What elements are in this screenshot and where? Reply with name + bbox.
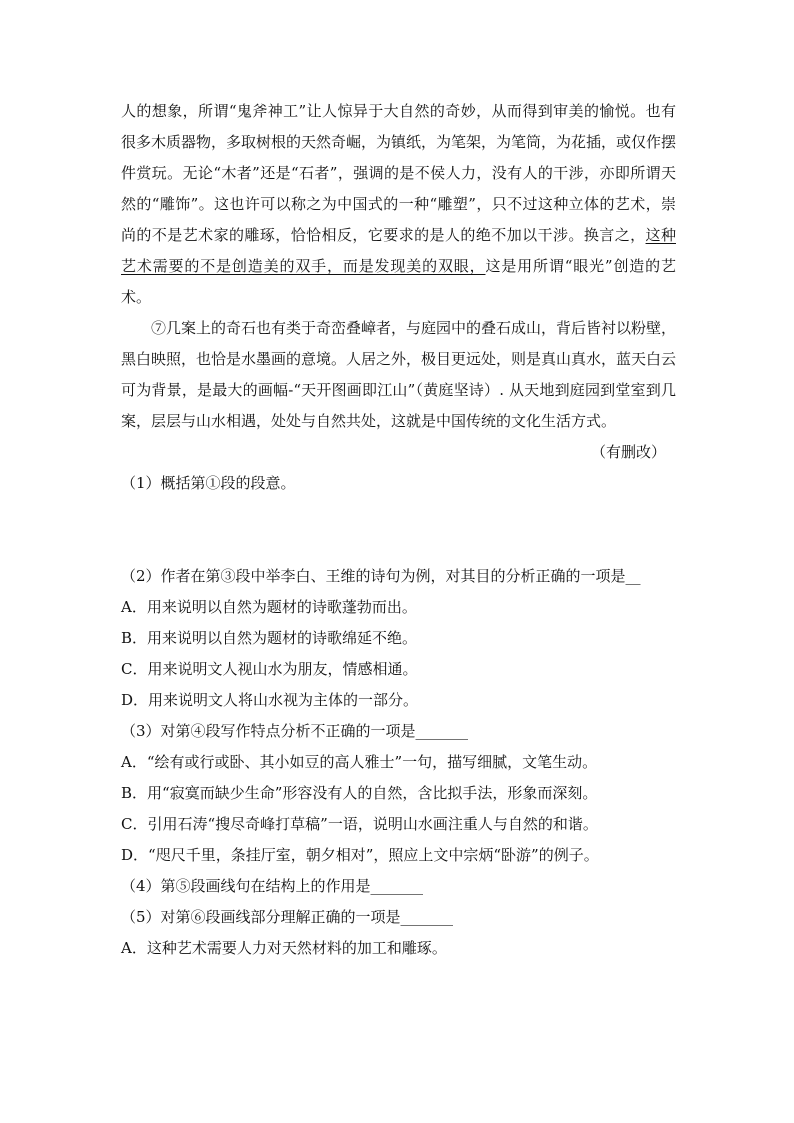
question-2-option-a: A．用来说明以自然为题材的诗歌蓬勃而出。 bbox=[121, 598, 417, 616]
question-2-option-c: C．用来说明文人视山水为朋友，情感相通。 bbox=[121, 660, 418, 678]
question-3: （3）对第④段写作特点分析不正确的一项是_______ bbox=[121, 722, 469, 740]
question-1: （1）概括第①段的段意。 bbox=[121, 474, 296, 492]
question-5: （5）对第⑥段画线部分理解正确的一项是_______ bbox=[121, 908, 454, 926]
question-3-option-c: C．引用石涛“搜尽奇峰打草稿”一语，说明山水画注重人与自然的和谐。 bbox=[121, 815, 598, 833]
paragraph-6-text-start: 人的想象，所谓“鬼斧神工”让人惊异于大自然的奇妙，从而得到审美的愉悦。也有很多木质器物，多取树根的天然奇崛，为镇纸，为笔架，为笔筒，为花插，或仅作摆件赏玩。无论“木者”还是“石者”，强调的是不侯人力，没有人的干涉，亦即所谓天然的“雕饰”。这也许可以称之为中国式的一种“雕塑”，只不过这种立体的艺术，崇尚的不是艺术家的雕琢，恰恰相反，它要求的是人的绝不加以干涉。换言之， bbox=[121, 102, 677, 244]
passage-paragraph-7: ⑦几案上的奇石也有类于奇峦叠嶂者，与庭园中的叠石成山，背后皆衬以粉壁，黑白映照，也恰是水墨画的意境。人居之外，极目更远处，则是真山真水，蓝天白云可为背景，是最大的画幅-“天开图画即江山”（黄庭坚诗）. 从天地到庭园到堂室到几案，层层与山水相遇，处处与自然共处，这就是中国传统的文化生活方式。 bbox=[121, 319, 677, 430]
question-2-option-d: D．用来说明文人将山水视为主体的一部分。 bbox=[121, 691, 419, 709]
paragraph-6-text-end: 这是用所谓“眼光”创造的艺术。 bbox=[121, 257, 676, 306]
question-3-option-b: B．用“寂寞而缺少生命”形容没有人的自然，含比拟手法，形象而深刻。 bbox=[121, 784, 598, 802]
passage-paragraph-6 bbox=[121, 96, 676, 313]
question-5-option-a: A．这种艺术需要人力对天然材料的加工和雕琢。 bbox=[121, 939, 447, 957]
source-note: （有删改） bbox=[590, 443, 666, 461]
underlined-sentence: 这种艺术需要的不是创造美的双手，而是发现美的双眼， bbox=[121, 226, 676, 275]
question-3-option-a: A．“绘有或行或卧、其小如豆的高人雅士”一句，描写细腻，文笔生动。 bbox=[121, 753, 598, 771]
document-page bbox=[121, 96, 676, 964]
question-2: （2）作者在第③段中举李白、王维的诗句为例，对其目的分析正确的一项是__ bbox=[121, 567, 641, 585]
answer-space bbox=[121, 499, 676, 561]
question-3-option-d: D．“咫尺千里，条挂厅室，朝夕相对”，照应上文中宗炳“卧游”的例子。 bbox=[121, 846, 599, 864]
question-4: （4）第⑤段画线句在结构上的作用是_______ bbox=[121, 877, 424, 895]
question-2-option-b: B．用来说明以自然为题材的诗歌绵延不绝。 bbox=[121, 629, 418, 647]
